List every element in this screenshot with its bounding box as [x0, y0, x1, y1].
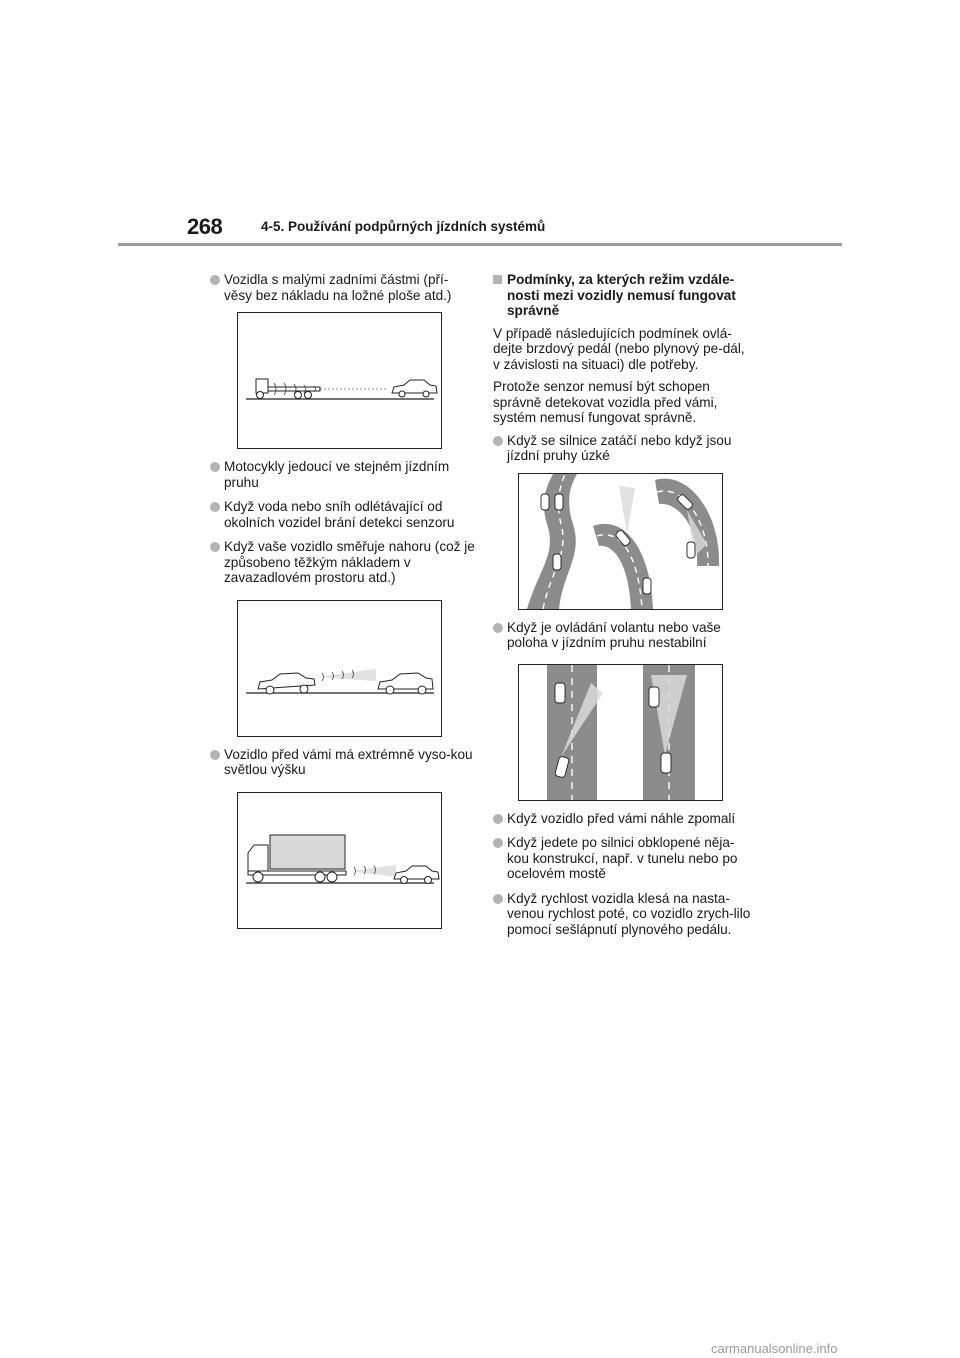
bullet-icon [210, 462, 220, 472]
list-item [210, 459, 475, 490]
bullet-icon [210, 502, 220, 512]
bullet-icon [210, 750, 220, 760]
list-item [493, 433, 755, 464]
list-item-text: Když se silnice zatáčí nebo když jsou jízdní pruhy úzké [507, 432, 732, 463]
bullet-icon [493, 436, 503, 446]
list-item-text: Motocykly jedoucí ve stejném jízdním pruhu [224, 459, 450, 490]
bullet-icon [493, 814, 503, 824]
illustration-car-nose-up [237, 600, 442, 737]
header-divider [118, 243, 842, 246]
left-column [210, 272, 475, 929]
bullet-icon [210, 275, 220, 285]
list-item [210, 272, 475, 303]
illustration-truck-small-rear [237, 312, 442, 449]
subsection-heading-text: Podmínky, za kterých režim vzdále-nosti mezi vozidly nemusí fungovat správně [507, 272, 736, 318]
illustration-high-clearance-truck [237, 792, 442, 929]
list-item-text: Když je ovládání volantu nebo vaše poloha v jízdním pruhu nestabilní [507, 619, 721, 650]
list-item [493, 811, 755, 827]
bullet-icon [493, 838, 503, 848]
list-item [210, 499, 475, 530]
right-column [493, 272, 755, 946]
bullet-icon [493, 894, 503, 904]
section-title: 4-5. Používání podpůrných jízdních systémů [261, 219, 546, 234]
illustration-unstable-lane-position [518, 664, 723, 801]
list-item-text: Když jedete po silnici obklopené něja-kou konstrukcí, např. v tunelu nebo po ocelovém mostě [507, 835, 738, 881]
paragraph: Protože senzor nemusí být schopen správně detekovat vozidla před vámi, systém nemusí fungovat správně. [493, 379, 718, 425]
subsection-heading [493, 272, 755, 319]
list-item [493, 891, 755, 938]
list-item-text: Když voda nebo sníh odlétávající od okolních vozidel brání detekci senzoru [224, 499, 455, 530]
list-item-text: Když rychlost vozidla klesá na nasta-venou rychlost poté, co vozidlo zrych-lilo pomocí sešlápnutí plynového pedálu. [507, 890, 751, 937]
list-item-text: Když vozidlo před vámi náhle zpomalí [507, 810, 736, 826]
paragraph: V případě následujících podmínek ovlá-dejte brzdový pedál (nebo plynový pe-dál, v závislosti na situaci) dle potřeby. [493, 325, 745, 372]
watermark: carmanualsonline.info [711, 1341, 838, 1356]
list-item-text: Vozidla s malými zadními částmi (pří-věsy bez nákladu na ložné ploše atd.) [224, 272, 452, 303]
page-number: 268 [187, 214, 223, 239]
square-bullet-icon [493, 275, 502, 284]
list-item [210, 539, 475, 586]
illustration-curved-roads [518, 473, 723, 610]
bullet-icon [210, 542, 220, 552]
list-item [493, 835, 755, 882]
list-item-text: Vozidlo před vámi má extrémně vyso-kou světlou výšku [224, 746, 473, 777]
list-item [210, 747, 475, 778]
bullet-icon [493, 623, 503, 633]
list-item [493, 620, 755, 651]
list-item-text: Když vaše vozidlo směřuje nahoru (což je způsobeno těžkým nákladem v zavazadlovém prostoru atd.) [224, 539, 475, 585]
